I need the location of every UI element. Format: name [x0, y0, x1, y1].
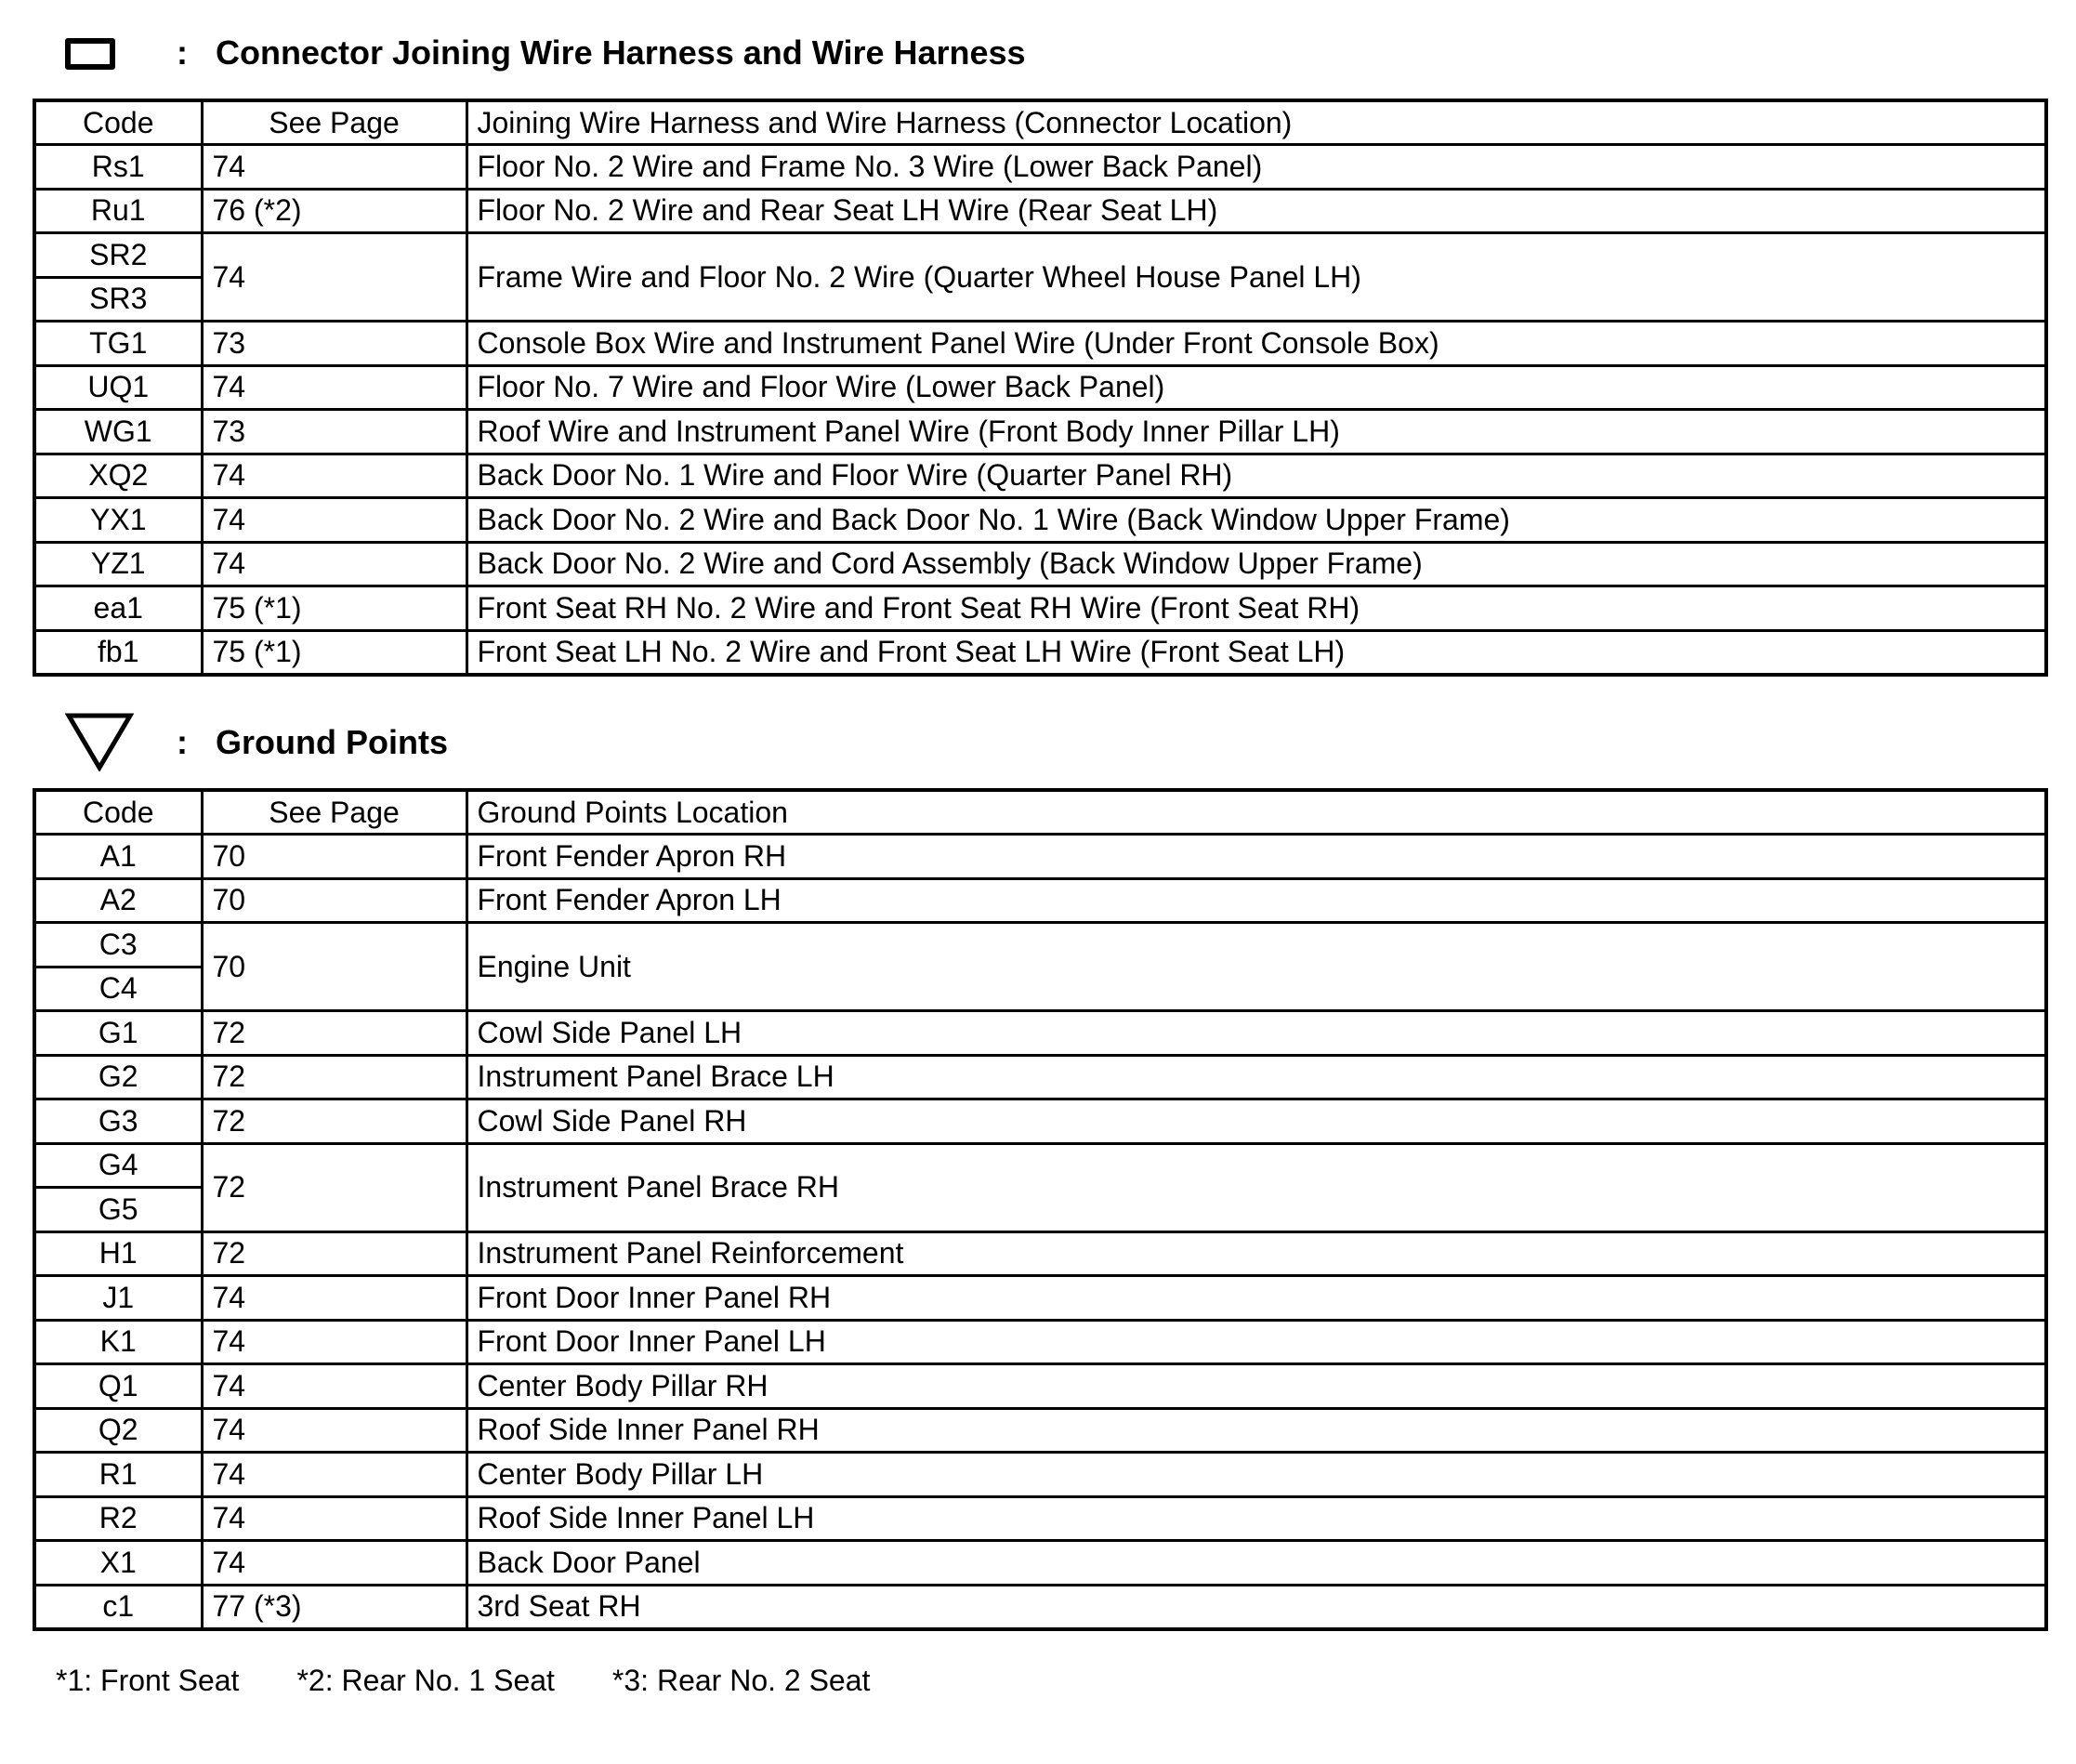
table-row — [34, 630, 2046, 675]
cell-see-page: 77 (*3) — [202, 1585, 466, 1629]
square-connector-icon — [65, 38, 115, 70]
table-row — [34, 923, 2046, 968]
cell-see-page: 74 — [202, 145, 466, 190]
cell-location: Front Seat LH No. 2 Wire and Front Seat LH Wire (Front Seat LH) — [466, 630, 2046, 675]
cell-location: Back Door No. 1 Wire and Floor Wire (Quarter Panel RH) — [466, 454, 2046, 498]
ground-table-body — [34, 835, 2046, 1629]
cell-see-page: 72 — [202, 1099, 466, 1144]
cell-code: A2 — [34, 878, 202, 923]
cell-location: Roof Side Inner Panel LH — [466, 1496, 2046, 1541]
connector-separator: : — [177, 33, 188, 72]
cell-location: Instrument Panel Brace LH — [466, 1055, 2046, 1099]
cell-see-page: 70 — [202, 878, 466, 923]
ground-separator: : — [177, 723, 188, 761]
table-row — [34, 189, 2046, 233]
table-header-row — [34, 100, 2046, 145]
table-row — [34, 1408, 2046, 1453]
table-row — [34, 1276, 2046, 1321]
cell-see-page: 72 — [202, 1011, 466, 1056]
table-row — [34, 835, 2046, 879]
cell-code: G2 — [34, 1055, 202, 1099]
table-row — [34, 1541, 2046, 1586]
cell-code: R2 — [34, 1496, 202, 1541]
cell-see-page: 75 (*1) — [202, 586, 466, 631]
column-header-see-page: See Page — [202, 100, 466, 145]
cell-code: H1 — [34, 1231, 202, 1276]
cell-see-page: 74 — [202, 1453, 466, 1497]
table-row — [34, 1585, 2046, 1629]
cell-location: Front Door Inner Panel RH — [466, 1276, 2046, 1321]
cell-code: C4 — [34, 967, 202, 1011]
cell-location: Front Seat RH No. 2 Wire and Front Seat RH Wire (Front Seat RH) — [466, 586, 2046, 631]
column-header-location: Ground Points Location — [466, 790, 2046, 835]
cell-see-page: 72 — [202, 1055, 466, 1099]
connector-table-body — [34, 145, 2046, 675]
cell-see-page: 72 — [202, 1143, 466, 1231]
table-row — [34, 1143, 2046, 1188]
cell-code: Q1 — [34, 1364, 202, 1409]
triangle-ground-icon — [65, 712, 134, 771]
cell-code: XQ2 — [34, 454, 202, 498]
cell-code: X1 — [34, 1541, 202, 1586]
cell-see-page: 74 — [202, 1276, 466, 1321]
cell-code: c1 — [34, 1585, 202, 1629]
cell-location: Instrument Panel Brace RH — [466, 1143, 2046, 1231]
table-row — [34, 1496, 2046, 1541]
cell-location: 3rd Seat RH — [466, 1585, 2046, 1629]
cell-code: SR3 — [34, 277, 202, 322]
cell-location: Back Door Panel — [466, 1541, 2046, 1586]
cell-see-page: 74 — [202, 1408, 466, 1453]
cell-see-page: 70 — [202, 923, 466, 1011]
ground-table — [33, 788, 2048, 1631]
table-row — [34, 1320, 2046, 1364]
table-row — [34, 233, 2046, 278]
table-row — [34, 410, 2046, 454]
cell-see-page: 74 — [202, 542, 466, 586]
cell-code: R1 — [34, 1453, 202, 1497]
footnote-2: *2: Rear No. 1 Seat — [296, 1664, 555, 1697]
cell-code: A1 — [34, 835, 202, 879]
cell-see-page: 74 — [202, 1496, 466, 1541]
cell-location: Floor No. 2 Wire and Rear Seat LH Wire (Rear Seat LH) — [466, 189, 2046, 233]
cell-location: Frame Wire and Floor No. 2 Wire (Quarter Wheel House Panel LH) — [466, 233, 2046, 322]
cell-code: Rs1 — [34, 145, 202, 190]
cell-see-page: 75 (*1) — [202, 630, 466, 675]
connector-section-title: Connector Joining Wire Harness and Wire Harness — [216, 33, 1026, 72]
cell-code: ea1 — [34, 586, 202, 631]
cell-code: YZ1 — [34, 542, 202, 586]
cell-location: Cowl Side Panel LH — [466, 1011, 2046, 1056]
cell-see-page: 72 — [202, 1231, 466, 1276]
cell-see-page: 74 — [202, 1320, 466, 1364]
footnote-3: *3: Rear No. 2 Seat — [611, 1664, 871, 1697]
ground-section-header — [65, 714, 134, 770]
footnote-1: *1: Front Seat — [56, 1664, 240, 1697]
cell-code: G1 — [34, 1011, 202, 1056]
cell-code: WG1 — [34, 410, 202, 454]
cell-code: Ru1 — [34, 189, 202, 233]
cell-code: K1 — [34, 1320, 202, 1364]
table-header-row — [34, 790, 2046, 835]
cell-code: G5 — [34, 1188, 202, 1232]
cell-code: Q2 — [34, 1408, 202, 1453]
cell-code: J1 — [34, 1276, 202, 1321]
table-row — [34, 365, 2046, 410]
column-header-location: Joining Wire Harness and Wire Harness (Connector Location) — [466, 100, 2046, 145]
table-row — [34, 1055, 2046, 1099]
cell-see-page: 76 (*2) — [202, 189, 466, 233]
cell-code: TG1 — [34, 322, 202, 366]
cell-code: YX1 — [34, 498, 202, 543]
cell-location: Roof Side Inner Panel RH — [466, 1408, 2046, 1453]
cell-location: Floor No. 7 Wire and Floor Wire (Lower Back Panel) — [466, 365, 2046, 410]
cell-location: Engine Unit — [466, 923, 2046, 1011]
cell-see-page: 74 — [202, 365, 466, 410]
cell-location: Front Fender Apron LH — [466, 878, 2046, 923]
table-row — [34, 1231, 2046, 1276]
cell-location: Center Body Pillar RH — [466, 1364, 2046, 1409]
cell-see-page: 74 — [202, 498, 466, 543]
cell-location: Back Door No. 2 Wire and Cord Assembly (Back Window Upper Frame) — [466, 542, 2046, 586]
table-row — [34, 145, 2046, 190]
table-row — [34, 878, 2046, 923]
cell-code: fb1 — [34, 630, 202, 675]
cell-see-page: 73 — [202, 322, 466, 366]
cell-code: G4 — [34, 1143, 202, 1188]
table-row — [34, 1011, 2046, 1056]
cell-location: Front Door Inner Panel LH — [466, 1320, 2046, 1364]
cell-location: Front Fender Apron RH — [466, 835, 2046, 879]
cell-location: Center Body Pillar LH — [466, 1453, 2046, 1497]
cell-location: Back Door No. 2 Wire and Back Door No. 1 Wire (Back Window Upper Frame) — [466, 498, 2046, 543]
cell-code: C3 — [34, 923, 202, 968]
table-row — [34, 1099, 2046, 1144]
cell-location: Roof Wire and Instrument Panel Wire (Front Body Inner Pillar LH) — [466, 410, 2046, 454]
cell-code: G3 — [34, 1099, 202, 1144]
footnotes — [56, 1664, 927, 1698]
cell-see-page: 74 — [202, 1541, 466, 1586]
cell-see-page: 74 — [202, 454, 466, 498]
cell-see-page: 70 — [202, 835, 466, 879]
table-row — [34, 498, 2046, 543]
cell-location: Instrument Panel Reinforcement — [466, 1231, 2046, 1276]
column-header-code: Code — [34, 790, 202, 835]
table-row — [34, 1453, 2046, 1497]
column-header-see-page: See Page — [202, 790, 466, 835]
cell-location: Cowl Side Panel RH — [466, 1099, 2046, 1144]
table-row — [34, 322, 2046, 366]
connector-table — [33, 99, 2048, 677]
cell-see-page: 73 — [202, 410, 466, 454]
cell-code: UQ1 — [34, 365, 202, 410]
table-row — [34, 1364, 2046, 1409]
cell-see-page: 74 — [202, 233, 466, 322]
table-row — [34, 542, 2046, 586]
cell-see-page: 74 — [202, 1364, 466, 1409]
connector-section-header — [65, 26, 115, 82]
cell-location: Console Box Wire and Instrument Panel Wire (Under Front Console Box) — [466, 322, 2046, 366]
table-row — [34, 454, 2046, 498]
cell-code: SR2 — [34, 233, 202, 278]
table-row — [34, 586, 2046, 631]
cell-location: Floor No. 2 Wire and Frame No. 3 Wire (Lower Back Panel) — [466, 145, 2046, 190]
column-header-code: Code — [34, 100, 202, 145]
ground-section-title: Ground Points — [216, 723, 448, 761]
